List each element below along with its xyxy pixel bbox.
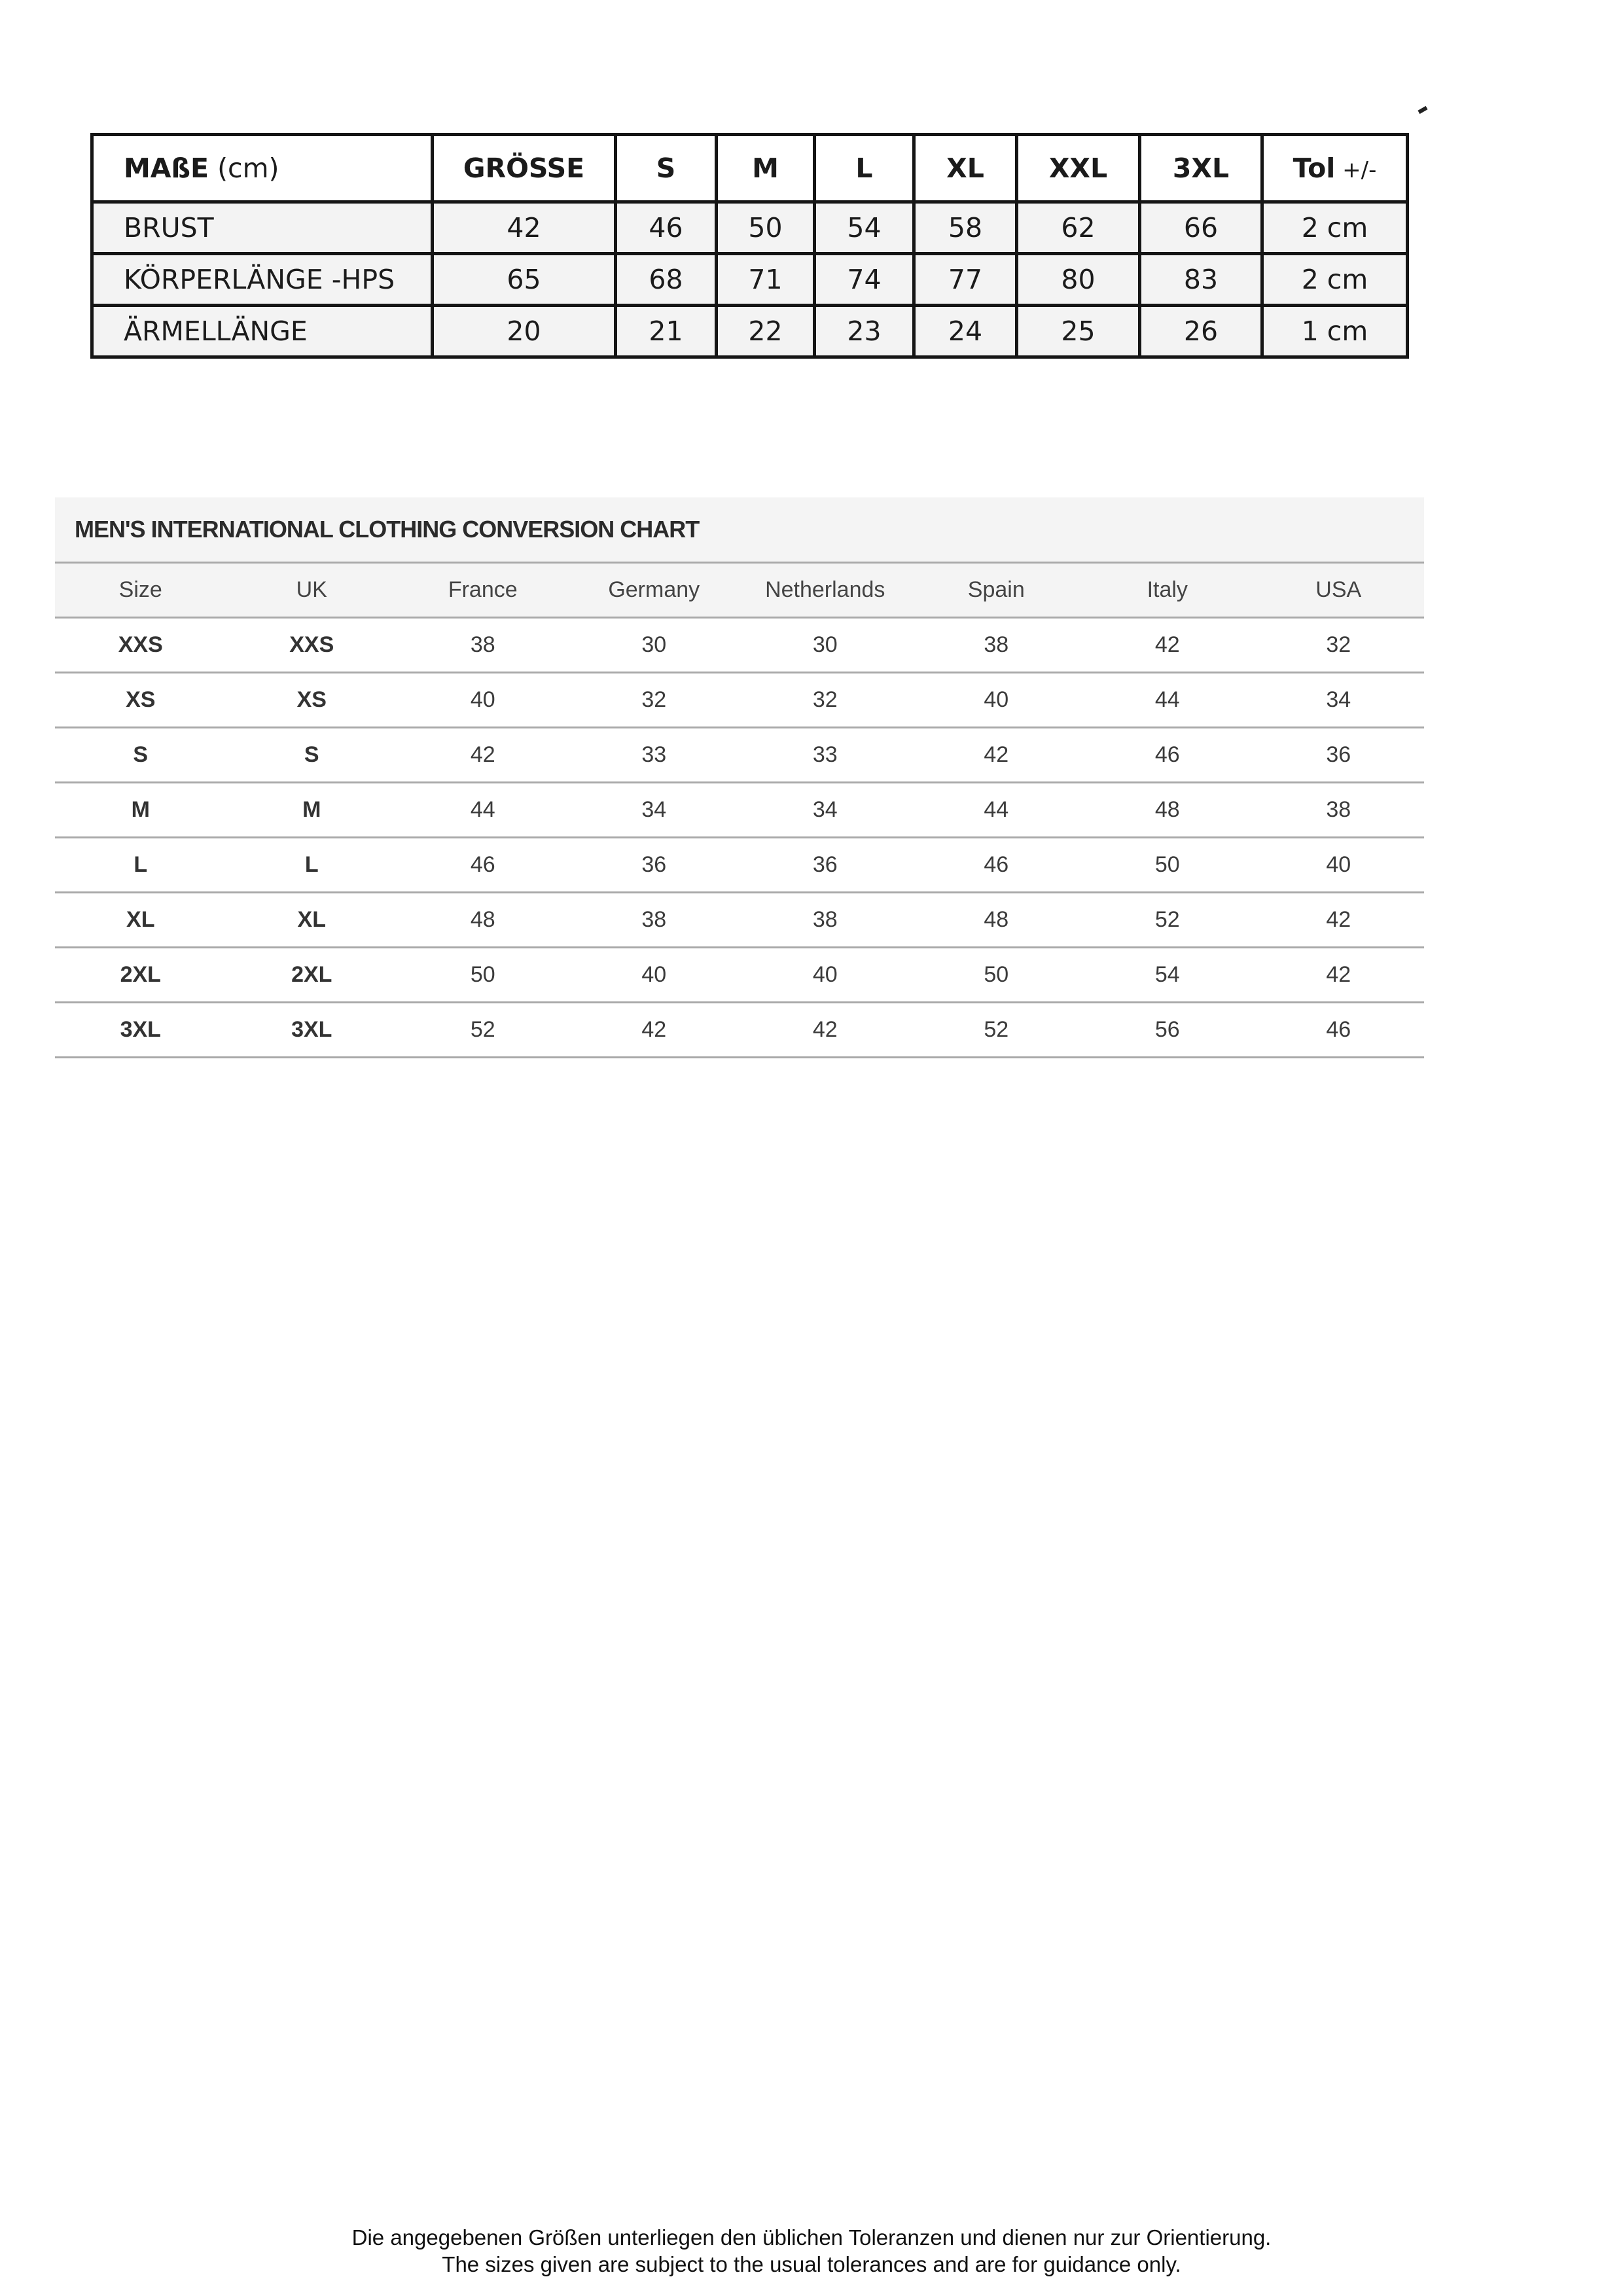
conversion-cell: 33	[740, 728, 911, 783]
size-cell: XL	[55, 893, 226, 948]
column-header: Germany	[569, 563, 740, 618]
conversion-cell: XL	[226, 893, 398, 948]
conversion-table	[55, 562, 1424, 1058]
tolerance-header-label: Tol	[1293, 152, 1336, 184]
conversion-cell: 32	[1253, 618, 1425, 673]
conversion-cell: 42	[911, 728, 1082, 783]
conversion-cell: 38	[1253, 783, 1425, 838]
conversion-cell: 46	[911, 838, 1082, 893]
size-header: M	[717, 135, 815, 202]
stray-mark	[1418, 106, 1427, 114]
size-table-row	[92, 254, 1408, 306]
size-cell: XXS	[55, 618, 226, 673]
conversion-cell: L	[226, 838, 398, 893]
size-value: 23	[815, 306, 914, 357]
conversion-cell: XS	[226, 673, 398, 728]
size-value: 24	[914, 306, 1017, 357]
footer-line-english: The sizes given are subject to the usual tolerances and are for guidance only.	[442, 2252, 1181, 2276]
conversion-cell: 34	[569, 783, 740, 838]
conversion-cell: 48	[911, 893, 1082, 948]
column-header: USA	[1253, 563, 1425, 618]
conversion-cell: 54	[1082, 948, 1253, 1003]
conversion-row	[55, 728, 1424, 783]
size-value: 22	[717, 306, 815, 357]
column-header: Italy	[1082, 563, 1253, 618]
conversion-cell: 46	[397, 838, 569, 893]
size-header: 3XL	[1140, 135, 1262, 202]
size-value: 71	[717, 254, 815, 306]
measurements-header	[92, 135, 433, 202]
conversion-row	[55, 618, 1424, 673]
conversion-cell: 38	[569, 893, 740, 948]
measurement-label: ÄRMELLÄNGE	[92, 306, 433, 357]
size-header: L	[815, 135, 914, 202]
conversion-cell: 50	[911, 948, 1082, 1003]
conversion-chart-title: MEN'S INTERNATIONAL CLOTHING CONVERSION CHART	[55, 497, 1424, 562]
conversion-cell: 56	[1082, 1003, 1253, 1058]
conversion-table-body	[55, 618, 1424, 1058]
tolerance-value: 1 cm	[1262, 306, 1408, 357]
size-value: 77	[914, 254, 1017, 306]
conversion-cell: 46	[1082, 728, 1253, 783]
groesse-value: 42	[433, 202, 616, 254]
conversion-cell: 42	[1253, 948, 1425, 1003]
size-cell: 3XL	[55, 1003, 226, 1058]
conversion-cell: 33	[569, 728, 740, 783]
conversion-cell: 44	[911, 783, 1082, 838]
tolerance-header	[1262, 135, 1408, 202]
conversion-row	[55, 893, 1424, 948]
size-header: XL	[914, 135, 1017, 202]
conversion-row	[55, 783, 1424, 838]
conversion-cell: 52	[1082, 893, 1253, 948]
conversion-row	[55, 838, 1424, 893]
conversion-cell: 40	[569, 948, 740, 1003]
conversion-cell: 36	[569, 838, 740, 893]
conversion-cell: 46	[1253, 1003, 1425, 1058]
size-table-row	[92, 306, 1408, 357]
conversion-cell: 48	[397, 893, 569, 948]
size-cell: M	[55, 783, 226, 838]
size-value: 54	[815, 202, 914, 254]
conversion-cell: 2XL	[226, 948, 398, 1003]
size-cell: XS	[55, 673, 226, 728]
conversion-cell: M	[226, 783, 398, 838]
conversion-cell: 42	[1082, 618, 1253, 673]
measurement-label: KÖRPERLÄNGE -HPS	[92, 254, 433, 306]
size-header: XXL	[1017, 135, 1140, 202]
conversion-cell: 34	[740, 783, 911, 838]
size-value: 62	[1017, 202, 1140, 254]
tolerance-value: 2 cm	[1262, 254, 1408, 306]
size-value: 58	[914, 202, 1017, 254]
conversion-cell: S	[226, 728, 398, 783]
size-cell: 2XL	[55, 948, 226, 1003]
size-value: 25	[1017, 306, 1140, 357]
conversion-cell: 32	[740, 673, 911, 728]
conversion-cell: 32	[569, 673, 740, 728]
size-table-header-row	[92, 135, 1408, 202]
conversion-row	[55, 673, 1424, 728]
column-header: France	[397, 563, 569, 618]
conversion-cell: 38	[740, 893, 911, 948]
conversion-cell: 40	[740, 948, 911, 1003]
conversion-cell: 48	[1082, 783, 1253, 838]
column-header: Size	[55, 563, 226, 618]
size-table-row	[92, 202, 1408, 254]
groesse-header: GRÖSSE	[433, 135, 616, 202]
conversion-cell: 38	[911, 618, 1082, 673]
groesse-value: 65	[433, 254, 616, 306]
size-value: 66	[1140, 202, 1262, 254]
conversion-row	[55, 1003, 1424, 1058]
conversion-cell: 36	[740, 838, 911, 893]
size-value: 74	[815, 254, 914, 306]
conversion-cell: 50	[397, 948, 569, 1003]
conversion-cell: 44	[397, 783, 569, 838]
conversion-cell: 42	[569, 1003, 740, 1058]
conversion-cell: 52	[397, 1003, 569, 1058]
conversion-cell: 40	[911, 673, 1082, 728]
footer-note	[0, 2224, 1623, 2278]
tolerance-value: 2 cm	[1262, 202, 1408, 254]
size-value: 83	[1140, 254, 1262, 306]
size-value: 46	[616, 202, 717, 254]
column-header: UK	[226, 563, 398, 618]
conversion-cell: 36	[1253, 728, 1425, 783]
conversion-cell: 50	[1082, 838, 1253, 893]
conversion-cell: 30	[740, 618, 911, 673]
size-cell: L	[55, 838, 226, 893]
conversion-row	[55, 948, 1424, 1003]
measurements-header-label: MAßE	[124, 152, 209, 184]
conversion-cell: 44	[1082, 673, 1253, 728]
groesse-value: 20	[433, 306, 616, 357]
conversion-cell: 34	[1253, 673, 1425, 728]
size-value: 68	[616, 254, 717, 306]
size-header: S	[616, 135, 717, 202]
conversion-cell: 30	[569, 618, 740, 673]
size-value: 21	[616, 306, 717, 357]
size-cell: S	[55, 728, 226, 783]
size-value: 26	[1140, 306, 1262, 357]
conversion-cell: 42	[740, 1003, 911, 1058]
column-header: Spain	[911, 563, 1082, 618]
conversion-cell: 38	[397, 618, 569, 673]
conversion-chart	[55, 497, 1424, 1058]
measurements-header-unit: (cm)	[209, 152, 279, 184]
tolerance-header-sign: +/-	[1335, 157, 1377, 183]
size-value: 50	[717, 202, 815, 254]
conversion-cell: 40	[1253, 838, 1425, 893]
conversion-cell: 42	[1253, 893, 1425, 948]
conversion-cell: 52	[911, 1003, 1082, 1058]
conversion-header-row	[55, 563, 1424, 618]
size-table	[90, 133, 1409, 359]
measurement-label: BRUST	[92, 202, 433, 254]
conversion-cell: 3XL	[226, 1003, 398, 1058]
conversion-cell: 40	[397, 673, 569, 728]
column-header: Netherlands	[740, 563, 911, 618]
size-value: 80	[1017, 254, 1140, 306]
conversion-cell: 42	[397, 728, 569, 783]
footer-line-german: Die angegebenen Größen unterliegen den üblichen Toleranzen und dienen nur zur Orientierung.	[351, 2225, 1272, 2250]
conversion-cell: XXS	[226, 618, 398, 673]
